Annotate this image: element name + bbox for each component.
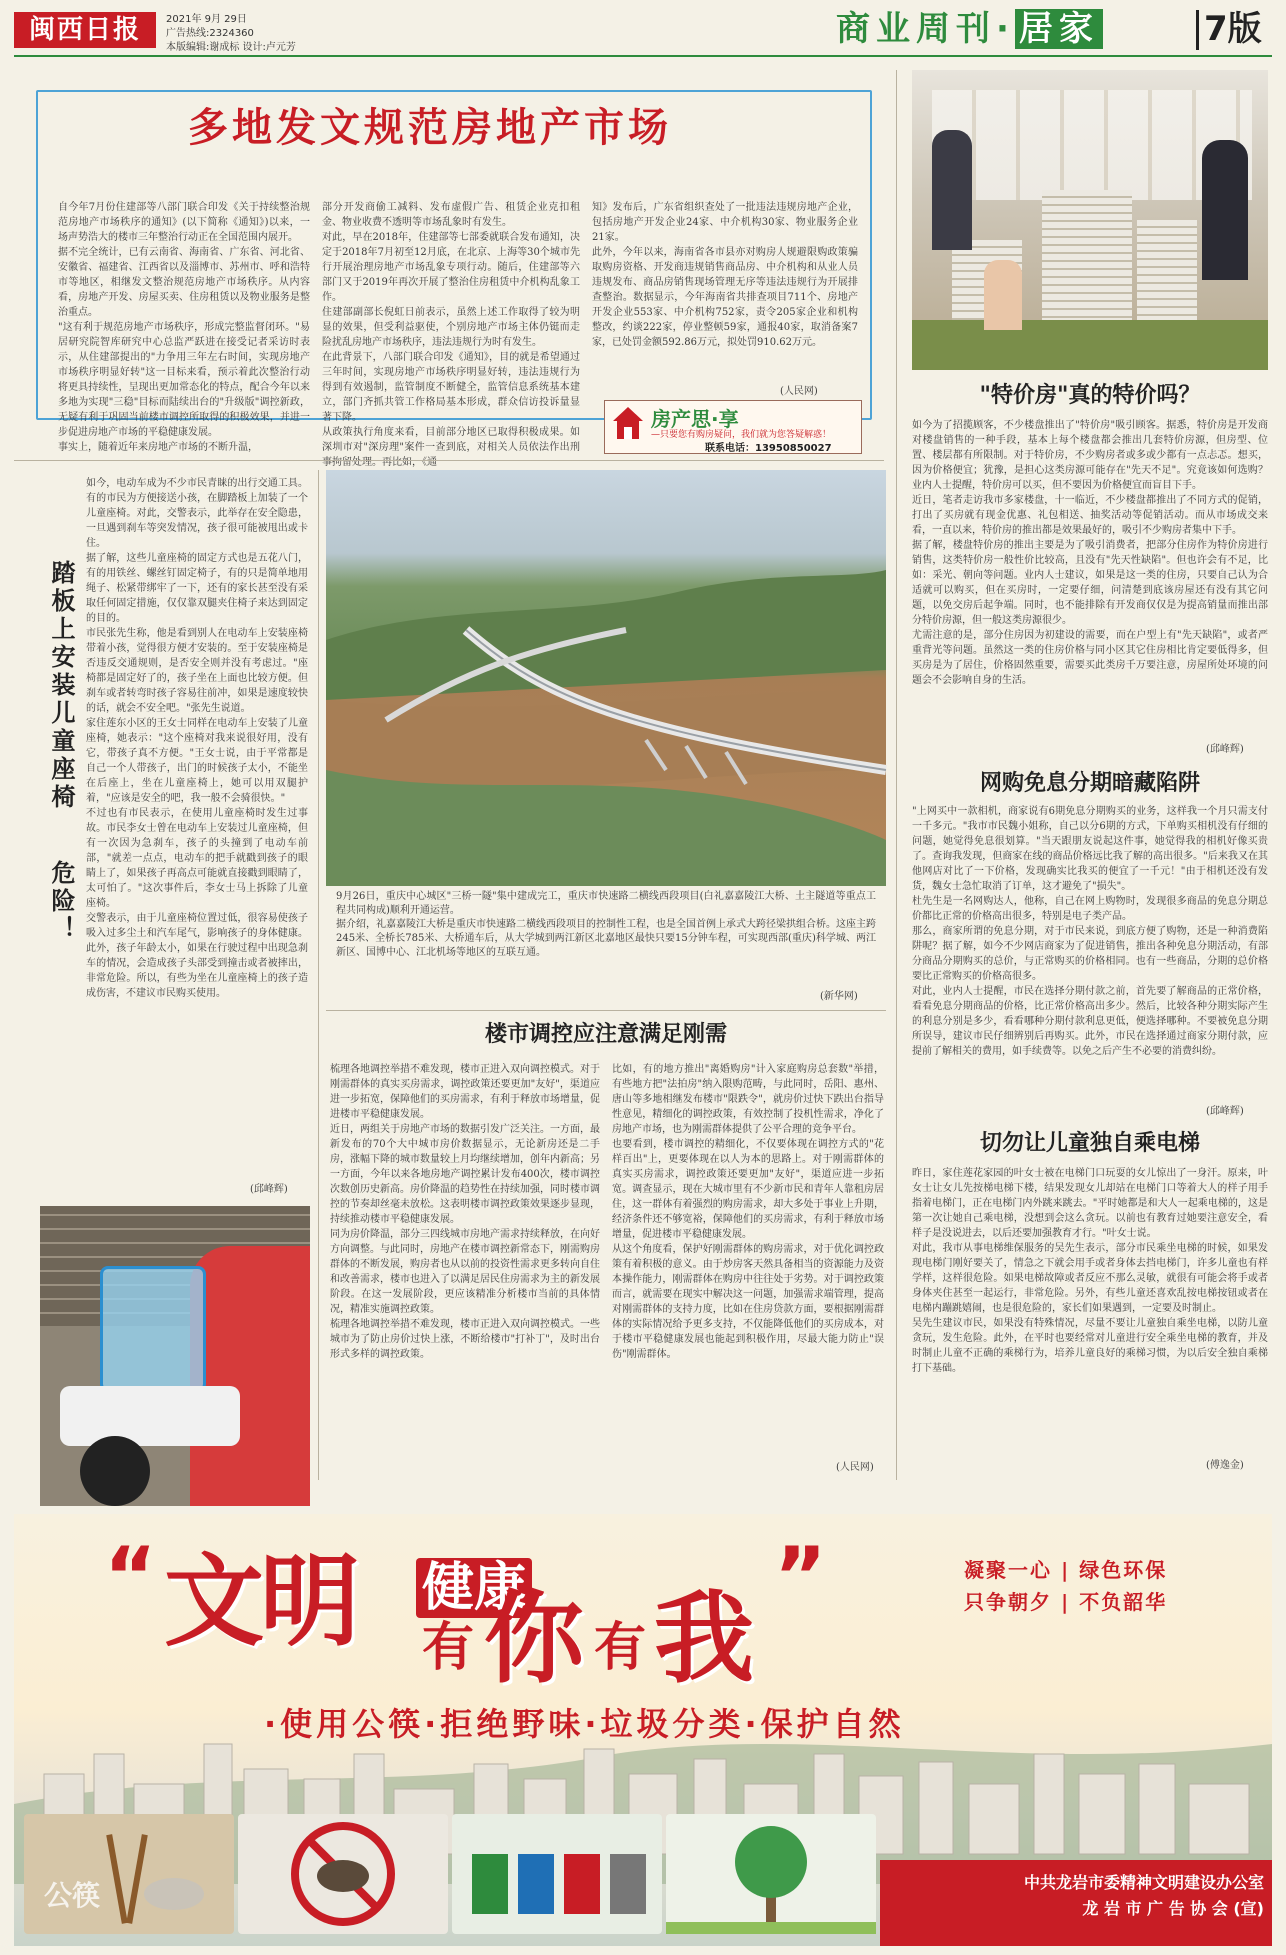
house-ad-phone: 联系电话：13950850027 bbox=[705, 443, 832, 454]
house-ad-slogan: —只要您有购房疑问，我们就为您答疑解惑！ bbox=[651, 430, 832, 440]
main-article-col2: 部分开发商偷工减料、发布虚假广告、租赁企业克扣租金、物业收费不透明等市场乱象时有发生。 对此，早在2018年，住建部等七部委就联合发布通知，决定于2018年7月初至12月底，在北京、上海等30个城市先行开展治理房地产市场乱象专项行动。随后，住建部等六部门又于2019年再次开展了整治住房租赁中介机构乱象工作。 住建部副部长倪虹日前表示，虽然上述工作取得了较为明显的效果，但受利益驱使，个别房地产市场主体仍铤而走险扰乱房地产市场秩序，违法违规行为时有发生。 在此背景下，八部门联合印发《通知》，目的就是希望通过三年时间，实现房地产市场秩序明显好转，违法违规行为得到有效遏制，监管制度不断健全，监管信息系统基本建立，部门齐抓共管工作格局基本形成，群众信访投诉量显著下降。 从政策执行角度来看，目前部分地区已取得积极成果。如深圳市对"深房理"案件一查到底，对相关人员依法作出刑事拘留处理。再比如，《通 bbox=[322, 202, 580, 468]
seat-photo bbox=[40, 1206, 310, 1506]
banner-slogan-right2: 只争朝夕 | 不负韶华 bbox=[964, 1590, 1168, 1614]
newspaper-logo: 闽西日报 bbox=[14, 12, 156, 48]
chopsticks-label: 公筷 bbox=[44, 1879, 101, 1912]
house-icon bbox=[611, 405, 645, 441]
seat-vertical-title: 踏板上安装儿童座椅 bbox=[47, 560, 75, 812]
masthead-rule bbox=[14, 55, 1272, 57]
banner-big-wenming: 文明 bbox=[164, 1543, 356, 1660]
house-ad-box bbox=[604, 400, 862, 454]
masthead-editors: 本版编辑:谢成标 设计:卢元芳 bbox=[166, 42, 296, 53]
banner-big-ni: 你 bbox=[484, 1580, 584, 1697]
no-wildlife-icon bbox=[238, 1814, 448, 1934]
page-number: 7版 bbox=[1204, 9, 1262, 49]
page-divider bbox=[1196, 10, 1199, 50]
loushi-top-rule bbox=[326, 1010, 886, 1011]
section-dot: · bbox=[996, 9, 1015, 49]
tejiafang-title: "特价房"真的特价吗？ bbox=[979, 382, 1201, 408]
left-section-rule bbox=[14, 460, 884, 461]
main-article-col3: 知》发布后，广东省组织查处了一批违法违规房地产企业，包括房地产开发企业24家、中介机构30家、物业服务企业21家。 此外，今年以来，海南省各市县亦对购房人规避限购政策骗取购房资格、开发商违规销售商品房、中介机构和从业人员违规发布、商品房销售现场管理无序等违法违规行为开展排查整治。数据显示，今年海南省共排查项目711个、房地产开发企业553家、中介机构752家，责令205家企业和机构整改，约谈222家，停业整顿59家，通报40家，取消备案7家，已处罚金额592.86万元，拟处罚910.62万元。 bbox=[592, 202, 858, 348]
loushi-col2: 比如，有的地方推出"离婚购房"计入家庭购房总套数"举措，有些地方把"法拍房"纳入限购范畴，与此同时，岳阳、惠州、唐山等多地相继发布楼市"限跌令"，就房价过快下跌出台指导性意见，精细化的调控政策，有效控制了投机性需求，净化了房地产市场，也为刚需群体提供了公平合理的竞争平台。 也要看到，楼市调控的精细化，不仅要体现在调控方式的"花样百出"上，更要体现在以人为本的思路上。对于刚需群体的真实买房需求，调控政策还要更加"友好"，渠道应进一步拓宽。调查显示，现在大城市里有不少新市民和青年人靠租房居住，这一群体有着强烈的购房需求，却大多处于事业上升期，经济条件还不够宽裕，保障他们的买房需求，有利于释放市场增量，促进楼市平稳健康发展。 从这个角度看，保护好刚需群体的购房需求，对于优化调控政策有着积极的意义。由于炒房客天然具备相当的资源能力及资本操作能力，刚需群体在购房中往往处于劣势。对于调控政策而言，就需要在现实中解决这一问题，加强需求端管理，提高对刚需群体的支持力度，比如在住房贷款方面，要根据刚需群体的实际情况给予更多支持，不仅能降低他们的买房成本，对于楼市平稳健康发展也能起到积极作用，尽最大能力防止"误伤"刚需群体。 bbox=[612, 1064, 884, 1360]
bridge-photo bbox=[326, 470, 886, 886]
main-article-source: (人民网) bbox=[780, 386, 818, 397]
installment-body: "上网买中一款相机，商家说有6期免息分期购买的业务，这样我一个月只需支付一千多元。"我市市民魏小姐称，自己以分6期的方式，下单购买相机没有仔细的问题，她觉得免息很划算。"当天跟朋友说起这件事，她觉得我的相机好像买贵了。查询我发现，但商家在线的商品价格远比我了解的高出很多。"后来我又在其他网店对比了一下价格，发现确实比我买的便宜了一千元！"由于相机还没有发货，魏女士急忙取消了订单，这才避免了"损失"。 杜先生是一名网购达人，他称，自己在网上购物时，发现很多商品的免息分期总价都比正常的价格高出很多，特别是电子类产品。 那么，商家所谓的免息分期，对于市民来说，到底方便了购物，还是一种消费陷阱呢？据了解，如今不少网店商家为了促进销售，推出各种免息分期活动，有部分商品分期购买的总价，与正常购买的价格相同。也有一些商品，分期的总价格要比正常购买的价格高很多。 对此，业内人士提醒，市民在选择分期付款之前，首先要了解商品的正常价格，看看免息分期商品的价格，比正常价格高出多少。然后，比较各种分期实际产生的利息分别是多少，看看哪种分期付款利息更低，便选择哪种。不要被免息分期所误导，建议市民仔细辨别后再购买。此外，市民在选择通过商家分期付款，应提前了解相关的费用，如手续费等。以免之后产生不必要的消费纠纷。 bbox=[912, 806, 1268, 1057]
elevator-byline: (傅逸金) bbox=[1206, 1460, 1244, 1471]
elevator-title: 切勿让儿童独自乘电梯 bbox=[979, 1130, 1200, 1156]
showroom-photo bbox=[912, 70, 1268, 370]
tejiafang-body: 如今为了招揽顾客，不少楼盘推出了"特价房"吸引顾客。据悉，特价房是开发商对楼盘销售的一种手段，基本上每个楼盘都会推出几套特价房源，但房型、位置、楼层都有所限制。对于特价房，不少购房者或多或少都有一点忐忑。想买，因为价格便宜；犹豫，是担心这类房源可能存在"先天不足"。究竟该如何选购？业内人士提醒，特价房可以买，但不要因为价格便宜而盲目下手。 近日，笔者走访我市多家楼盘，十一临近，不少楼盘都推出了不同方式的促销，打出了买房就有现金优惠、礼包相送、抽奖活动等促销活动。而从市场成交来看，一直以来，特价房的推出都是效果最好的，吸引不少购房者集中下手。 据了解，楼盘特价房的推出主要是为了吸引消费者，把部分住房作为特价房进行销售，这类特价房一般性价比较高，且没有"先天性缺陷"。但也许会有不足，比如：采光、朝向等问题。业内人士建议，如果是这一类的住房，只要自己认为合适就可以购买，但在买房时，一定要仔细，问清楚到底该房屋还有没有其它问题，以免交房后起争端。同时，也不能排除有开发商仅仅是为提高销量而推出部分特价房源，但一般这类房源很少。 尤需注意的是，部分住房因为初建设的需要，而在户型上有"先天缺陷"，或者严重背光等问题。虽然这一类的住房价格与同小区其它住房相比肯定要低得多，但买房是为了居住，价格固然重要，需要买此类房千万要注意，房屋所处环境的问题会不会影响自身的生活。 bbox=[912, 420, 1268, 686]
banner-quote-close: ” bbox=[774, 1530, 827, 1623]
masthead-ad-hotline: 广告热线:2324360 bbox=[166, 28, 254, 39]
banner-slogan-right1: 凝聚一心 | 绿色环保 bbox=[964, 1558, 1168, 1582]
loushi-col1: 梳理各地调控举措不难发现，楼市正进入双向调控模式。对于刚需群体的真实买房需求，调控政策还要更加"友好"，渠道应进一步拓宽，保障他们的买房需求，有利于释放市场增量，促进楼市平稳健康发展。 近日，两组关于房地产市场的数据引发广泛关注。一方面，最新发布的70个大中城市房价数据显示，无论新房还是二手房，涨幅下降的城市数量较上月均继续增加，创年内新高；另一方面，今年以来各地房地产调控累计发布400次，楼市调控次数创历史新高。房价降温的趋势性在持续加强，同时楼市调控的节奏却丝毫未放松。这表明楼市调控政策效果逐步显现，持续推动楼市平稳健康发展。 同为房价降温，部分三四线城市房地产需求持续释放，在向好方向调整。与此同时，房地产在楼市调控新常态下，刚需购房群体的不断发展，购房者也从以前的投资性需求更多转向自住和改善需求，楼市也进入了以满足居民住房需求为主的新发展阶段。在这一发展阶段，更应该精准分析楼市当前的具体情况，精准实施调控政策。 梳理各地调控举措不难发现，楼市正进入双向调控模式。一些城市为了防止房价过快上涨，不断给楼市"打补丁"，及时出台形式多样的调控政策。 bbox=[330, 1064, 600, 1360]
section-title bbox=[836, 6, 1103, 52]
banner-jiankang: 健康 bbox=[416, 1558, 532, 1618]
masthead bbox=[0, 0, 1286, 56]
section-sub: 居家 bbox=[1015, 9, 1103, 49]
protect-nature-icon bbox=[666, 1814, 876, 1934]
seat-byline: (邱峰辉) bbox=[250, 1184, 288, 1195]
banner-you1: 有 bbox=[422, 1618, 475, 1678]
main-article-title: 多地发文规范房地产市场 bbox=[188, 104, 672, 151]
banner-actions: ·使用公筷·拒绝野味·垃圾分类·保护自然 bbox=[264, 1705, 905, 1743]
seat-body: 如今，电动车成为不少市民青睐的出行交通工具。有的市民为方便接送小孩，在脚踏板上加装了一个儿童座椅。对此，交警表示，此举存在安全隐患，一旦遇到刹车等突发情况，孩子很可能被甩出或卡住。 据了解，这些儿童座椅的固定方式也是五花八门，有的用铁丝、螺丝钉固定椅子，有的只是简单地用绳子、松紧带绑牢了一下，还有的家长甚至没有采取任何固定措施，仅仅靠双腿夹住椅子来达到固定的目的。 市民张先生称，他是看到别人在电动车上安装座椅带着小孩，觉得很方便才安装的。至于安装座椅是否违反交通规则，是否安全则并没有考虑过。"座椅都是固定好了的，孩子坐在上面也比较方便。但刹车或者转弯时孩子容易往前冲，如果是速度较快的话，就会不安全吧。"张先生说道。 家住莲东小区的王女士同样在电动车上安装了儿童座椅，她表示："这个座椅对我来说很好用，没有它，带孩子真不方便。"王女士说，由于平常都是自己一个人带孩子，出门的时候孩子太小，不能坐在后座上，坐在儿童座椅上，她可以用双腿护着，"应该是安全的吧，我一般不会骑很快。" 不过也有市民表示，在使用儿童座椅时发生过事故。市民李女士曾在电动车上安装过儿童座椅，但有一次因为急刹车，孩子的头撞到了电动车前部，"就差一点点，电动车的把手就戳到孩子的眼睛上了，如果孩子再高点可能就直接戳到眼睛了，太可怕了。"这次事件后，李女士马上拆除了儿童座椅。 交警表示，由于儿童座椅位置过低，很容易使孩子吸入过多尘土和汽车尾气，影响孩子的身体健康。此外，孩子年龄太小，如果在行驶过程中出现急刹车的情况，会造成孩子头部受到撞击或者被摔出，非常危险。所以，有些为坐在儿童座椅上的孩子造成伤害，不建议市民购买使用。 bbox=[86, 478, 308, 999]
elevator-body: 昨日，家住莲花家园的叶女士被在电梯门口玩耍的女儿惊出了一身汗。原来，叶女士让女儿先按梯电梯下楼，结果发现女儿却站在电梯门口等着大人的样子用手指着电梯门，正在电梯门内外跳来跳去。"平时她都是和大人一起乘电梯的，这是第一次让她自己乘电梯，没想到会这么贪玩。以前也有教育过她要注意安全，看样子是没说进去，以后还要加强教育才行。"叶女士说。 对此，我市从事电梯维保服务的吴先生表示，部分市民乘坐电梯的时候，如果发现电梯门刚好要关了，情急之下就会用手或者身体去挡电梯门，许多儿童也有样学样，这样很危险。如果电梯故障或者反应不那么灵敏，就很有可能会将手或者身体夹住甚至一起运行，非常危险。另外，有些儿童还喜欢乱按电梯按钮或者在电梯内蹦跳嬉闹，也是很危险的，家长们如果遇到，一定要及时制止。 吴先生建议市民，如果没有特殊情况，尽量不要让儿童独自乘坐电梯，以防儿童贪玩，发生危险。此外，在平时也要经常对儿童进行安全乘坐电梯的教育，并及时制止儿童不正确的乘梯行为，培养儿童良好的乘梯习惯，为以后安全独自乘梯打下基础。 bbox=[912, 1168, 1268, 1374]
masthead-date: 2021年 9月 29日 bbox=[166, 14, 247, 25]
bridge-source: (新华网) bbox=[820, 991, 858, 1002]
banner-quote-open: “ bbox=[104, 1530, 157, 1623]
tejiafang-byline: (邱峰辉) bbox=[1206, 744, 1244, 755]
loushi-title: 楼市调控应注意满足刚需 bbox=[484, 1021, 727, 1047]
bridge-caption: 9月26日，重庆中心城区"三桥一隧"集中建成完工，重庆市快速路二横线西段项目(白礼嘉嘉陵江大桥、土主隧道等重点工程共同构成)顺利开通运营。 据介绍，礼嘉嘉陵江大桥是重庆市快速路二横线西段项目的控制性工程，也是全国首例上承式大跨径梁拱组合桥。这座主跨245米、全桥长785米、大桥通车后，从大学城到两江新区北嘉地区最快只要15分钟车程，可实现西部(重庆)科学城、两江新区、国博中心、江北机场等地区的互联互通。 bbox=[336, 891, 876, 958]
house-ad-brand: 房产思·享 bbox=[651, 407, 739, 431]
chopsticks-icon bbox=[24, 1814, 234, 1934]
installment-byline: (邱峰辉) bbox=[1206, 1106, 1244, 1117]
banner-org2: 龙 岩 市 广 告 协 会 (宣) bbox=[1082, 1899, 1264, 1918]
seat-vertical-title2: 危险！ bbox=[47, 860, 75, 944]
loushi-source: (人民网) bbox=[836, 1462, 874, 1473]
main-article-col1: 自今年7月份住建部等八部门联合印发《关于持续整治规范房地产市场秩序的通知》(以下简称《通知》)以来，一场声势浩大的楼市三年整治行动正在全国范围内展开。 据不完全统计，已有云南省、海南省、广东省、河北省、安徽省、福建省、江西省以及淄博市、苏州市、呼和浩特市等地区，相继发文整治规范房地产市场秩序。从内容看，房地产开发、房屋买卖、住房租赁以及物业服务是整治重点。 "这有利于规范房地产市场秩序，形成完整监督闭环。"易居研究院智库研究中心总监严跃进在接受记者采访时表示，从住建部提出的"力争用三年左右时间，实现房地产市场秩序明显好转"这一目标来看，预示着此次整治行动将更具持续性，呈现出更加常态化的特点，配合今年以来多地为实现"三稳"目标而陆续出台的"升级版"调控新政，无疑有利于巩固当前楼市调控所取得的积极效果，并进一步促进房地产市场的平稳健康发展。 事实上，随着近年来房地产市场的不断升温， bbox=[58, 202, 310, 453]
civility-banner bbox=[14, 1514, 1272, 1946]
right-col-divider bbox=[896, 70, 897, 1480]
banner-you2: 有 bbox=[594, 1618, 647, 1678]
section-name: 商业周刊 bbox=[836, 9, 996, 49]
banner-org1: 中共龙岩市委精神文明建设办公室 bbox=[1023, 1873, 1264, 1892]
installment-title: 网购免息分期暗藏陷阱 bbox=[979, 770, 1200, 796]
banner-big-wo: 我 bbox=[654, 1580, 754, 1697]
center-left-divider bbox=[318, 470, 319, 1480]
garbage-sorting-icon bbox=[452, 1814, 662, 1934]
